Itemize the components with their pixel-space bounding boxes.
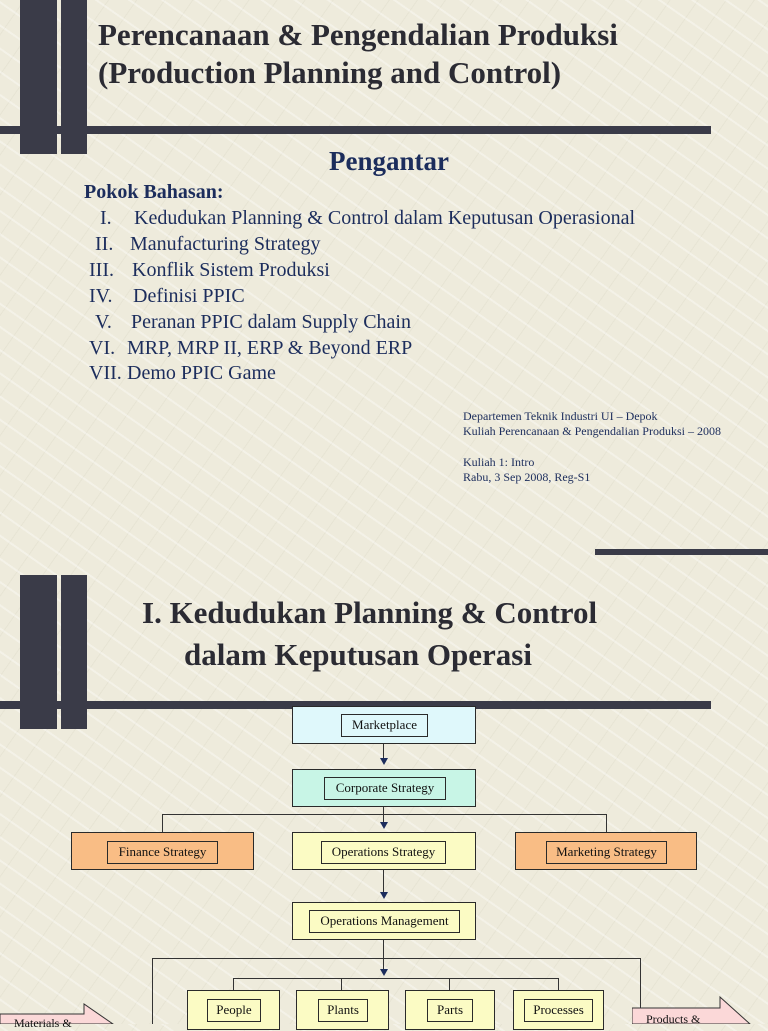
operations-strategy-label: Operations Strategy bbox=[321, 841, 446, 864]
finance-strategy-label: Finance Strategy bbox=[107, 841, 218, 864]
topics-label: Pokok Bahasan: bbox=[84, 181, 224, 203]
decor-horizontal-rule-bottom bbox=[595, 549, 768, 555]
item-number: I. bbox=[100, 207, 112, 229]
item-text: MRP, MRP II, ERP & Beyond ERP bbox=[127, 337, 413, 359]
connector bbox=[152, 958, 153, 1024]
arrow-down-icon bbox=[380, 758, 388, 765]
list-item bbox=[95, 311, 411, 334]
parts-box bbox=[405, 990, 495, 1030]
connector bbox=[383, 870, 384, 892]
plants-label: Plants bbox=[318, 999, 368, 1022]
connector bbox=[558, 978, 559, 990]
item-text: Manufacturing Strategy bbox=[130, 233, 321, 255]
marketing-strategy-box bbox=[515, 832, 697, 870]
plants-box bbox=[296, 990, 389, 1030]
title-line-2: (Production Planning and Control) bbox=[98, 55, 562, 90]
marketplace-box bbox=[292, 706, 476, 744]
connector bbox=[383, 940, 384, 970]
title-line-1: I. Kedudukan Planning & Control bbox=[142, 595, 598, 630]
list-item bbox=[89, 259, 330, 282]
marketplace-label: Marketplace bbox=[341, 714, 428, 737]
lecture-info-line: Kuliah 1: Intro bbox=[463, 455, 535, 469]
item-number: V. bbox=[95, 311, 112, 333]
connector bbox=[233, 978, 234, 990]
connector bbox=[152, 958, 641, 959]
connector bbox=[341, 978, 342, 990]
connector bbox=[233, 978, 559, 979]
section-heading: Pengantar bbox=[329, 146, 449, 176]
item-text: Demo PPIC Game bbox=[127, 362, 276, 384]
connector bbox=[449, 978, 450, 990]
decor-horizontal-rule bbox=[0, 126, 711, 134]
item-number: VI. bbox=[89, 337, 116, 359]
page-title bbox=[98, 16, 618, 92]
connector bbox=[162, 814, 163, 832]
processes-label: Processes bbox=[524, 999, 593, 1022]
page-title bbox=[142, 592, 597, 676]
item-number: II. bbox=[95, 233, 114, 255]
processes-box bbox=[513, 990, 604, 1030]
list-item bbox=[89, 337, 412, 360]
item-number: VII. bbox=[89, 362, 122, 384]
operations-management-box bbox=[292, 902, 476, 940]
item-text: Konflik Sistem Produksi bbox=[132, 259, 330, 281]
arrow-down-icon bbox=[380, 969, 388, 976]
connector bbox=[162, 814, 607, 815]
people-box bbox=[187, 990, 280, 1030]
item-text: Kedudukan Planning & Control dalam Keputusan Operasional bbox=[134, 207, 636, 229]
corporate-strategy-box bbox=[292, 769, 476, 807]
operations-management-label: Operations Management bbox=[309, 910, 460, 933]
connector bbox=[606, 814, 607, 832]
item-text: Peranan PPIC dalam Supply Chain bbox=[131, 311, 411, 333]
list-item bbox=[89, 362, 276, 385]
lecture-info-line: Rabu, 3 Sep 2008, Reg-S1 bbox=[463, 470, 591, 484]
finance-strategy-box bbox=[71, 832, 254, 870]
title-line-1: Perencanaan & Pengendalian Produksi bbox=[98, 17, 618, 52]
output-arrow-label: Products & bbox=[646, 1012, 701, 1026]
corporate-strategy-label: Corporate Strategy bbox=[324, 777, 446, 800]
item-text: Definisi PPIC bbox=[133, 285, 245, 307]
arrow-down-icon bbox=[380, 892, 388, 899]
marketing-strategy-label: Marketing Strategy bbox=[546, 841, 667, 864]
operations-strategy-box bbox=[292, 832, 476, 870]
item-number: III. bbox=[89, 259, 114, 281]
parts-label: Parts bbox=[427, 999, 473, 1022]
item-number: IV. bbox=[89, 285, 113, 307]
input-arrow-label: Materials & bbox=[14, 1016, 72, 1030]
list-item bbox=[95, 233, 321, 256]
connector bbox=[383, 744, 384, 759]
list-item bbox=[89, 285, 245, 308]
slide-kedudukan bbox=[0, 560, 768, 1030]
title-line-2: dalam Keputusan Operasi bbox=[184, 637, 532, 672]
course-info-line: Kuliah Perencanaan & Pengendalian Produksi – 2008 bbox=[463, 424, 721, 438]
course-info-line: Departemen Teknik Industri UI – Depok bbox=[463, 409, 658, 423]
list-item bbox=[100, 207, 635, 230]
arrow-down-icon bbox=[380, 822, 388, 829]
people-label: People bbox=[207, 999, 261, 1022]
